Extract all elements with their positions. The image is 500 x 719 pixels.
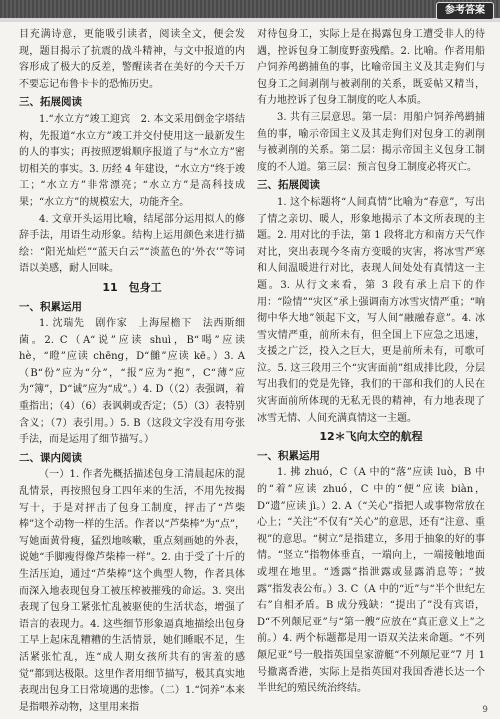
answer-paragraph: 4. 文章开头运用比喻，结尾部分运用拟人的修辞手法，用语生动形象。结构上运用颜色来进行描绘：“阳光灿烂”“蓝天白云”“淡蓝色的‘外衣’”等词语以美感，耐人回味。 [19,213,245,275]
header-band [0,0,500,22]
section-heading: 三、拓展阅读 [257,179,320,192]
answer-paragraph: 对待包身工，实际上是在揭露包身工遭受非人的待遇，控诉包身工制度野蛮残酷。2. 比喻。作者用船户饲养鸬鹚捕鱼的事，比喻帝国主义及其走狗们与包身工之间剥削与被剥削的关系，既妥帖又精当，有力地控诉了包身工制度的吃人本质。 [257,29,485,107]
section-heading: 三、拓展阅读 [19,96,82,109]
page-number: 9 [482,705,488,715]
section-heading: 一、积累运用 [19,300,82,313]
answer-paragraph: 1. 拂 zhuó，C（A 中的“落”应读 luò，B 中的“着”应读 zhuó，C 中的“便”应读 biàn，D“遗”应读 jì。）2. A（“关心”指把人或事物常放在心上；“关注”不仅有“关心”的意思，还有“注意、重视”的意思。“树立”是指建立，多用于抽象的好的事情。“竖立”指物体垂直，一端向上，一端接触地面或埋在地里。“透露”指泄露或显露消息等；“披露”指发表公布。）3. C（A 中的“近”与“半个世纪左右”自相矛盾。B 成分残缺：“提出了”没有宾语，D“不列颠尼亚”与“第一艘”应放在“真正意义上”之前。）4. 两个标题都是用一语双关法来命题。“不列颠尼亚”号一般指英国皇家游艇“不列颠尼亚”7 月 1 号撤离香港，实际上是指英国对我国香港长达一个半世纪的殖民统治终结。 [257,467,485,695]
right-column [257,27,485,698]
section-heading: 一、积累运用 [257,449,320,462]
answer-paragraph: 1. 沈瑞先 剧作家 上海屋檐下 法西斯细菌。2. C（A“说”应读 shuì，B“喝”应读 hè，“瞪”应读 chēng，D“雠”应读 kē。）3. A（B“份”应为“分”，“报”应为“抱”，C“薄”应为“簿”，D“诚”应为“成”。）4. D（（2）表强调，着重指出；（4）（6）表讽刺或否定；（5）（3）表特别含义；（7）表引用。）5. B（这段文字没有用夸张手法，而是运用了细节描写。） [19,318,245,446]
answer-paragraph: 1.“水立方”竣工迎宾 2. 本文采用倒金字塔结构，先报道“水立方”竣工并交付使用这一最新发生的人的事实；再按照逻辑顺序报道了与“水立方”密切相关的事实。3. 历经 4 年建设，“水立方”终于竣工；“水立方”非常漂亮；“水立方”是高科技成果；“水立方”的规模宏大，功能齐全。 [19,113,245,208]
answer-paragraph: （一）1. 作者先概括描述包身工清晨起床的混乱情景，再按照包身工四年来的生活，不用先按揭写十，于是对抨击了包身工制度，抨击了“芦柴棒”这个动物一样的生活。作者以“芦柴棒”为“点”，写她面黄骨瘦，猛烈地咳嗽，重点刻画她的外表，说她“手脚瘦得像芦柴棒一样”。2. 由于受了十斤的生活压迫，通过“芦柴棒”这个典型人物，作者具体而深入地表现包身工被压榨被摧残的命运。3. 突出表现了包身工紧张忙乱被驱使的生活状态，增强了语言的表现力。4. 这些细节形象逼真地描绘出包身工早上起床乱糟糟的生活情景，她们睡眠不足，生活紧张忙乱，连“成人期女孩所共有的害羞的感觉”都到达极限。这里作者用细节描写，极其真实地表现出包身工日常境遇的悲惨。（二）1.“饲养”本来是指喂养动物，这里用来指 [19,469,245,713]
lesson-title: 11 包身工 [102,280,162,294]
answer-paragraph: 1. 这个标题将“人间真情”比喻为“春意”，写出了情之亲切、暖人，形象地揭示了本文所表现的主题。2. 用对比的手法，第 1 段将北方和南方天气作对比，突出表现今冬南方变暖的灾害，将冰雪严寒和人间温暖进行对比，表现人间处处有真情这一主题。3. 从行文来看，第 3 段有承上启下的作用：“险情”“灾区”承上强调南方冰雪灾情严重；“响彻中华大地”领起下文，写人间“融融春意”。4. 冰雪灾情严重，前所未有，但全国上下应急之迅速，支援之广泛，投入之巨大，更是前所未有，可歌可泣。5. 这三段用三个“灾害面前”组成排比段，分层写出我们的党是先锋，我们的干部和我们的人民在灾害面前所体现的无私无畏的精神，有力地表现了冰雪无情、人间充满真情这一主题。 [257,196,485,424]
lesson-title: 12＊飞向太空的航程 [319,430,423,444]
answer-paragraph: 目充满诗意，更能吸引读者，阅读全文，便会发现，题目揭示了抗震的战斗精神，与文中报道的内容形成了极大的反差，警醒读者在美好的今天千万不要忘记布鲁卡卡的恐怖历史。 [19,29,245,90]
left-column [19,27,245,716]
answer-key-tag: 参考答案 [436,2,494,20]
header-stripe [0,18,500,22]
answer-paragraph: 3. 共有三层意思。第一层：用船户饲养鸬鹚捕鱼的事，喻示帝国主义及其走狗们对包身工的剥削与被剥削的关系。第二层：揭示帝国主义包身工制度的不人道。第三层：预言包身工制度必将灭亡。 [257,111,485,173]
section-heading: 二、课内阅读 [19,451,82,464]
